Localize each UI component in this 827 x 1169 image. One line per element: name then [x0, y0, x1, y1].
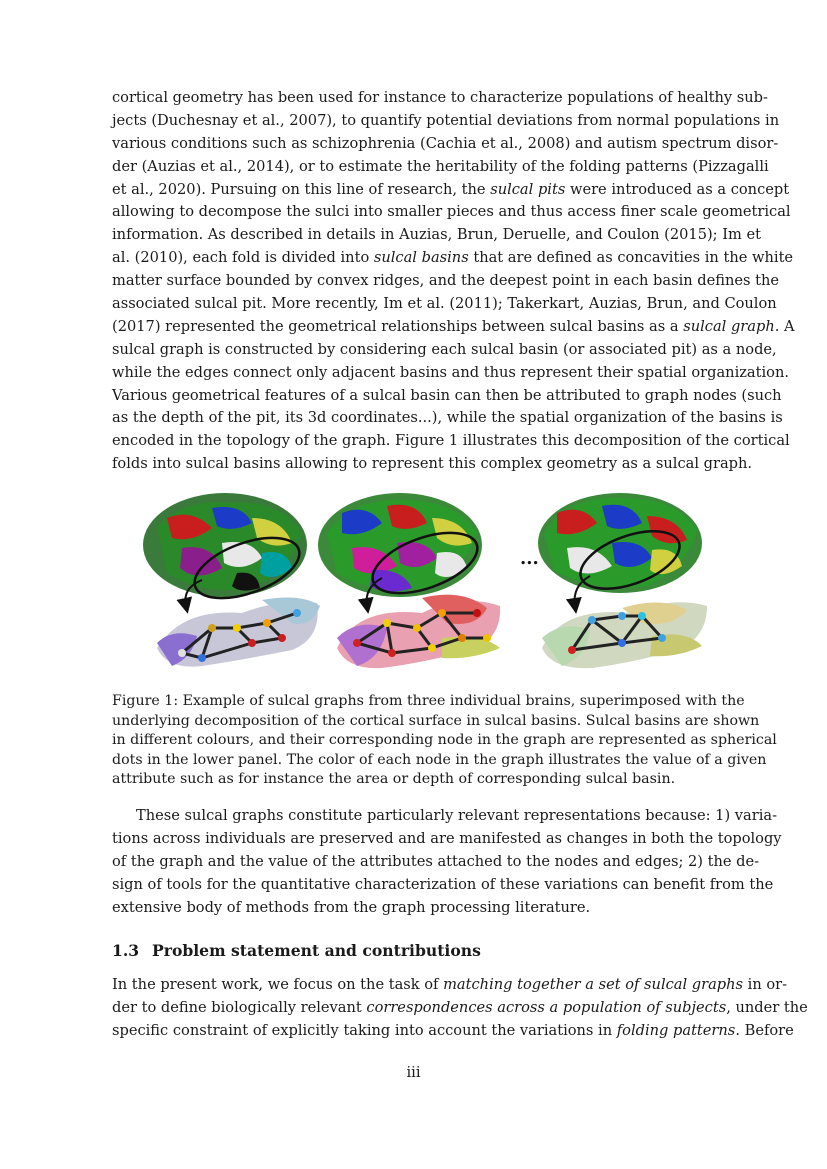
text-line: jects (Duchesnay et al., 2007), to quantify potential deviations from normal populations in [112, 111, 780, 129]
text-line: folds into sulcal basins allowing to represent this complex geometry as a sulcal graph. [112, 455, 753, 473]
text-line [112, 974, 788, 997]
term-sulcal-pits: sulcal pits [490, 180, 566, 198]
text-span: were introduced as a concept [565, 180, 790, 198]
graph-1 [157, 598, 320, 667]
text-line [112, 1020, 794, 1043]
text-span: , under the [726, 998, 808, 1016]
paragraph-intro [112, 87, 795, 476]
text-span: In the present work, we focus on the task of [112, 976, 444, 993]
text-span: specific constraint of explicitly taking into account the variations in [112, 1021, 617, 1039]
text-line [112, 316, 795, 339]
text-span: . A [774, 317, 795, 335]
text-line [112, 179, 790, 202]
term-sulcal-graph: sulcal graph [683, 317, 775, 335]
caption-line: attribute such as for instance the area or depth of corresponding sulcal basin. [112, 771, 676, 788]
section-title: Problem statement and contributions [152, 941, 481, 960]
text-span: that are defined as concavities in the white [468, 249, 794, 267]
emphasis: matching together a set of sulcal graphs [443, 976, 744, 993]
section-heading [112, 941, 714, 960]
text-line: extensive body of methods from the graph processing literature. [112, 898, 591, 916]
text-span: . Before [735, 1021, 794, 1039]
text-span: al. (2010), each fold is divided into [112, 249, 374, 267]
caption-line: underlying decomposition of the cortical surface in sulcal basins. Sulcal basins are shown [112, 712, 760, 729]
caption-line: dots in the lower panel. The color of each node in the graph illustrates the value of a given [112, 751, 767, 768]
text-line [112, 247, 794, 270]
text-line: der (Auzias et al., 2014), or to estimate the heritability of the folding patterns (Pizzagalli [112, 157, 769, 175]
text-line: matter surface bounded by convex ridges, and the deepest point in each basin defines the [112, 272, 780, 290]
text-line: associated sulcal pit. More recently, Im et al. (2011); Takerkart, Auzias, Brun, and Coulon [112, 295, 777, 313]
text-line: of the graph and the value of the attributes attached to the nodes and edges; 2) the de- [112, 852, 760, 870]
figure-1-caption [112, 692, 777, 790]
text-line: tions across individuals are preserved and are manifested as changes in both the topology [112, 829, 782, 847]
brain-2 [318, 493, 485, 606]
figure-1-illustration [142, 488, 712, 678]
text-span: et al., 2020). Pursuing on this line of research, the [112, 180, 491, 198]
text-line: sign of tools for the quantitative characterization of these variations can benefit from the [112, 875, 774, 893]
text-span: in or- [743, 976, 788, 993]
graph-3 [542, 602, 707, 668]
text-line: Various geometrical features of a sulcal basin can then be attributed to graph nodes (such [112, 386, 782, 404]
caption-line: in different colours, and their corresponding node in the graph are represented as spherical [112, 732, 777, 749]
brain-1 [143, 493, 307, 610]
text-line: sulcal graph is constructed by considering each sulcal basin (or associated pit) as a node, [112, 340, 777, 358]
text-span: der to define biologically relevant [112, 998, 367, 1016]
text-line: cortical geometry has been used for instance to characterize populations of healthy sub- [112, 89, 768, 106]
emphasis: folding patterns [616, 1021, 736, 1039]
text-line [112, 997, 808, 1020]
text-line: various conditions such as schizophrenia (Cachia et al., 2008) and autism spectrum disor- [112, 134, 779, 152]
text-line: information. As described in details in Auzias, Brun, Deruelle, and Coulon (2015); Im et [112, 226, 761, 244]
text-line: allowing to decompose the sulci into smaller pieces and thus access finer scale geometrical [112, 203, 791, 221]
page-number: iii [406, 1064, 421, 1081]
text-line: as the depth of the pit, its 3d coordinates...), while the spatial organization of the basins is [112, 409, 783, 427]
caption-line: Figure 1: Example of sulcal graphs from three individual brains, superimposed with the [112, 693, 745, 709]
text-line: encoded in the topology of the graph. Figure 1 illustrates this decomposition of the cortical [112, 432, 790, 450]
brain-3 [538, 493, 702, 606]
figure-ellipsis: ... [520, 548, 539, 569]
paragraph-relevance [112, 805, 782, 919]
figure-1 [142, 488, 712, 678]
text-line: while the edges connect only adjacent basins and thus represent their spatial organization. [112, 363, 789, 381]
term-sulcal-basins: sulcal basins [373, 249, 469, 267]
paragraph-problem [112, 974, 808, 1043]
emphasis: correspondences across a population of subjects [366, 998, 727, 1016]
graph-2 [337, 595, 500, 669]
section-number: 1.3 [112, 941, 140, 960]
text-span: (2017) represented the geometrical relationships between sulcal basins as a [112, 317, 684, 335]
text-line: These sulcal graphs constitute particularly relevant representations because: 1) varia- [136, 807, 777, 824]
